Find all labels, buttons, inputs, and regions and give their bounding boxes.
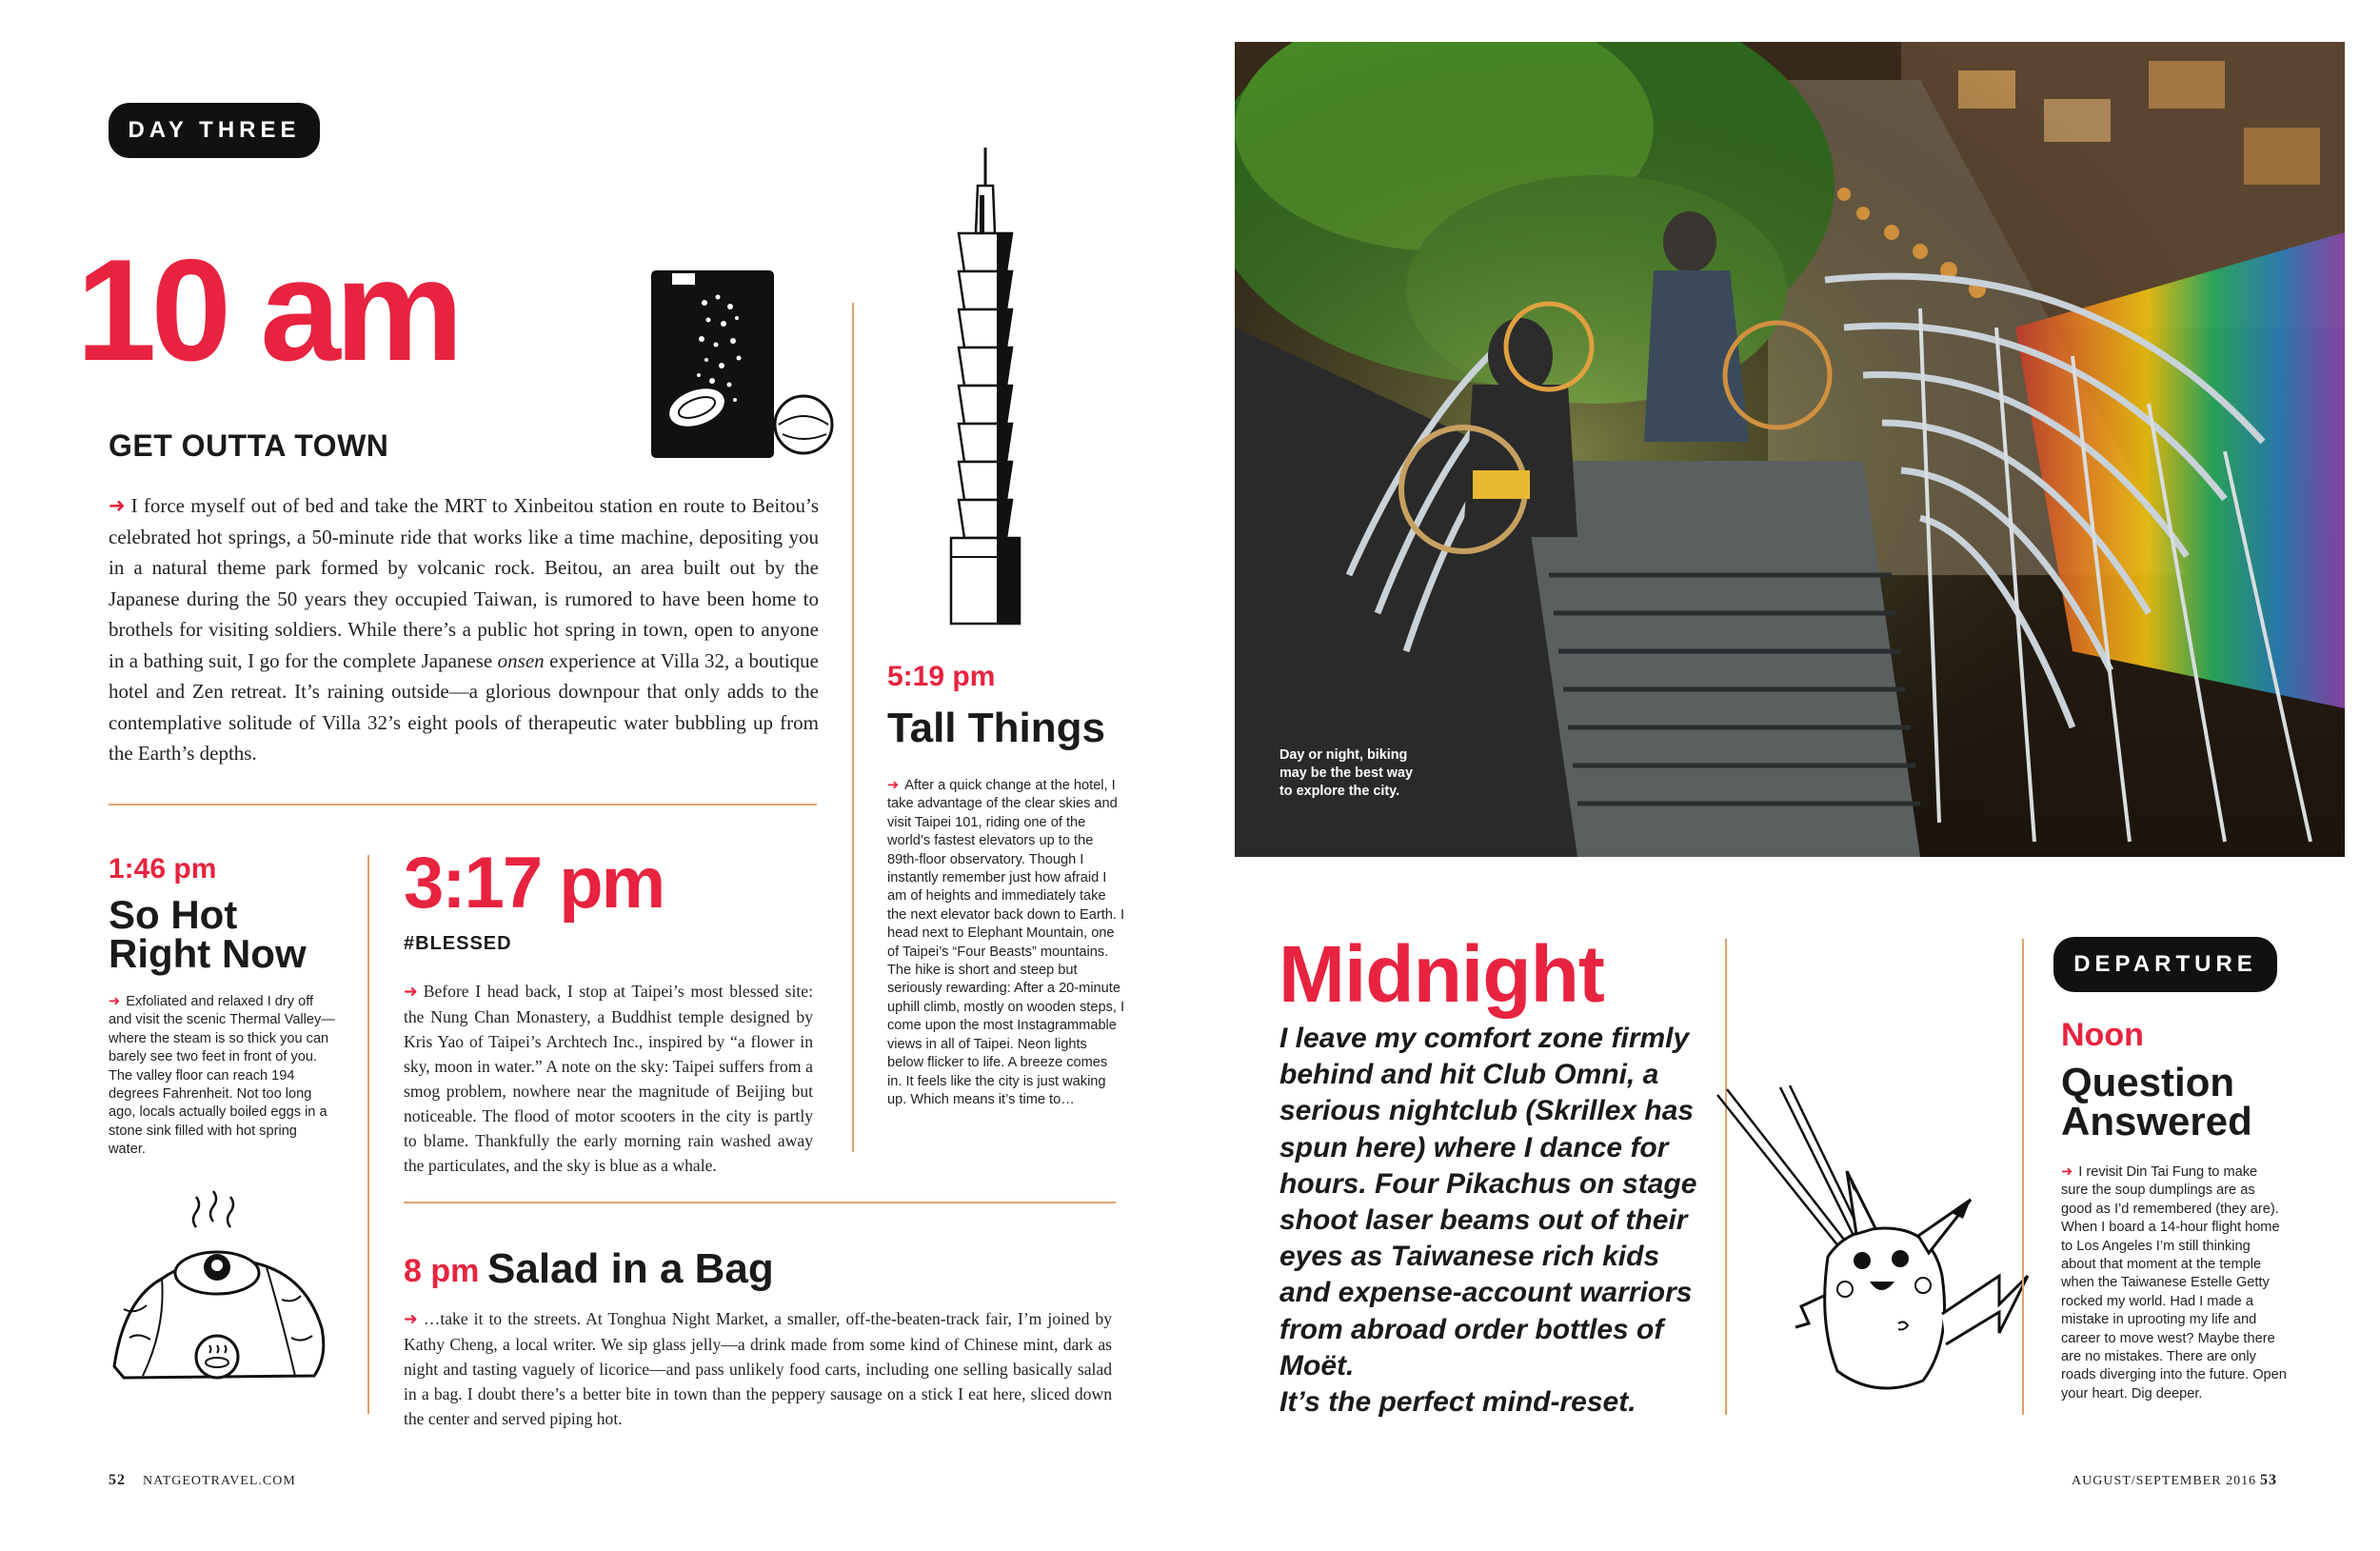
heading-question-line1: Question xyxy=(2061,1060,2235,1104)
body-10am-pre: I force myself out of bed and take the MRT to Xinbeitou station en route to Beitou’s celebrated hot springs, a 50-minute ride that works like a time machine, depositing you in a natural theme park formed by volcanic rock. Beitou, an area built out by the Japanese during the 50 years they occupied Taiwan, is rumored to have been home to brothels for visiting soldiers. While there’s a public hot spring in town, open to anyone in a bathing suit, I go for the complete Japanese xyxy=(109,494,819,672)
taipei-101-tower-icon xyxy=(938,148,1033,633)
divider-vertical-tower xyxy=(852,303,854,1152)
divider-horizontal-1 xyxy=(109,804,817,805)
time-519pm: 5:19 pm xyxy=(887,661,996,692)
time-8pm: 8 pm xyxy=(404,1253,480,1289)
day-three-label: DAY THREE xyxy=(109,103,320,158)
body-146pm xyxy=(109,992,337,1160)
pikachu-laser-icon xyxy=(1714,1085,2056,1409)
divider-vertical-4 xyxy=(2022,939,2024,1415)
body-midnight-main: I leave my comfort zone firmly behind and hit Club Omni, a serious nightclub (Skrillex has spun here) where I dance for hours. Four Pikachus on stage shoot laser beams out of their eyes as Taiwanese rich kids and expense-account warriors from abroad order bottles of Moët. xyxy=(1279,1023,1697,1382)
hot-spring-bottle-icon xyxy=(649,265,840,467)
night-bike-photo xyxy=(1235,42,2345,857)
heading-so-hot-line2: Right Now xyxy=(109,931,307,976)
arrow-icon: ➜ xyxy=(109,993,121,1009)
heading-salad-in-a-bag: Salad in a Bag xyxy=(487,1245,774,1292)
body-8pm-text: …take it to the streets. At Tonghua Night Market, a smaller, off-the-beaten-track fair, I’m joined by Kathy Cheng, a local writer. We sip glass jelly—a drink made from some kind of Chinese mint, dark as night and tasting vaguely of licorice—and pass unlikely food carts, including one selling basically salad in a bag. I doubt there’s a better bite in town than the peppery sausage on a stick I eat here, sliced down the center and served piping hot. xyxy=(404,1309,1112,1428)
folio-date: AUGUST/SEPTEMBER 2016 xyxy=(2072,1474,2257,1488)
heading-so-hot xyxy=(109,892,307,976)
divider-vertical-2 xyxy=(367,1200,369,1414)
body-noon xyxy=(2061,1163,2288,1403)
body-519pm-text: After a quick change at the hotel, I take advantage of the clear skies and visit Taipei 101, riding one of the world’s fastest elevators up to the 89th-floor observatory. Though I instantly remember just how afraid I am of heights and immediately take the next elevator back down to Earth. I head next to Elephant Mountain, one of Taipei’s “Four Beasts” mountains. The hike is short and steep but seriously rewarding: After a 20-minute uphill climb, mostly on wooden steps, I come upon the most Instagrammable views in all of Taipei. Neon lights below flicker to life. A breeze comes in. It feels like the city is just waking up. Which means it’s time to… xyxy=(887,778,1125,1107)
body-146pm-text: Exfoliated and relaxed I dry off and visit the scenic Thermal Valley—where the steam is so thick you can barely see two feet in front of you. The valley floor can reach 194 degrees Fahrenheit. Not too long ago, locals actually boiled eggs in a stone sink filled with hot spring water. xyxy=(109,994,335,1158)
heading-blessed: #BLESSED xyxy=(404,933,512,954)
onsen-rock-icon xyxy=(105,1185,333,1395)
divider-horizontal-2 xyxy=(404,1202,1116,1203)
body-317pm-text: Before I head back, I stop at Taipei’s most blessed site: the Nung Chan Monastery, a Buddhist temple designed by Kris Yao of Taipei’s Archtech Inc., inspired by “a flower in sky, moon in water.” A note on the sky: Taipei suffers from a smog problem, nowhere near the magnitude of Beijing but noticeable. The flood of motor scooters in the city is partly to blame. Thankfully the early morning rain washed away the particulates, and the sky is blue as a whale. xyxy=(404,982,813,1175)
body-noon-text: I revisit Din Tai Fung to make sure the soup dumplings are as good as I’d remembered (they are). When I board a 14-hour flight home to Los Angeles I’m still thinking about that moment at the temple when the Taiwanese Estelle Getty rocked my world. Had I made a mistake in uprooting my life and career to move west? Maybe there are no mistakes. There are only roads diverging into the future. Open your heart. Dig deeper. xyxy=(2061,1164,2287,1402)
departure-label: DEPARTURE xyxy=(2053,937,2277,992)
arrow-icon: ➜ xyxy=(404,983,418,1002)
body-10am-em: onsen xyxy=(497,648,545,672)
heading-so-hot-line1: So Hot xyxy=(109,892,238,937)
arrow-icon: ➜ xyxy=(2061,1163,2073,1180)
folio-page-number-left: 52 xyxy=(109,1472,126,1488)
body-10am-post: experience at Villa 32, a boutique hotel and Zen retreat. It’s raining outside—a glorious downpour that only adds to the contemplative solitude of Villa 32’s eight pools of therapeutic water bubbling up from the Earth’s depths. xyxy=(109,648,819,765)
body-8pm xyxy=(404,1306,1112,1431)
heading-get-outta-town: GET OUTTA TOWN xyxy=(109,428,389,463)
heading-tall-things: Tall Things xyxy=(887,705,1105,751)
body-midnight xyxy=(1279,1021,1714,1421)
time-146pm: 1:46 pm xyxy=(109,853,217,885)
folio-page-number-right: 53 xyxy=(2260,1472,2277,1488)
body-midnight-tagline: It’s the perfect mind-reset. xyxy=(1279,1386,1636,1419)
time-midnight: Midnight xyxy=(1279,929,1604,1019)
arrow-icon: ➜ xyxy=(887,777,900,793)
time-noon: Noon xyxy=(2061,1017,2144,1053)
time-317pm: 3:17 pm xyxy=(404,843,664,924)
photo-caption: Day or night, biking may be the best way to explore the city. xyxy=(1279,747,1413,799)
body-317pm xyxy=(404,979,813,1178)
body-519pm xyxy=(887,776,1125,1109)
body-10am xyxy=(109,490,819,769)
arrow-icon: ➜ xyxy=(109,494,126,517)
heading-question-answered xyxy=(2061,1060,2252,1143)
folio-site: NATGEOTRAVEL.COM xyxy=(143,1474,296,1488)
arrow-icon: ➜ xyxy=(404,1310,418,1329)
time-10am: 10 am xyxy=(76,229,458,391)
heading-question-line2: Answered xyxy=(2061,1099,2252,1143)
